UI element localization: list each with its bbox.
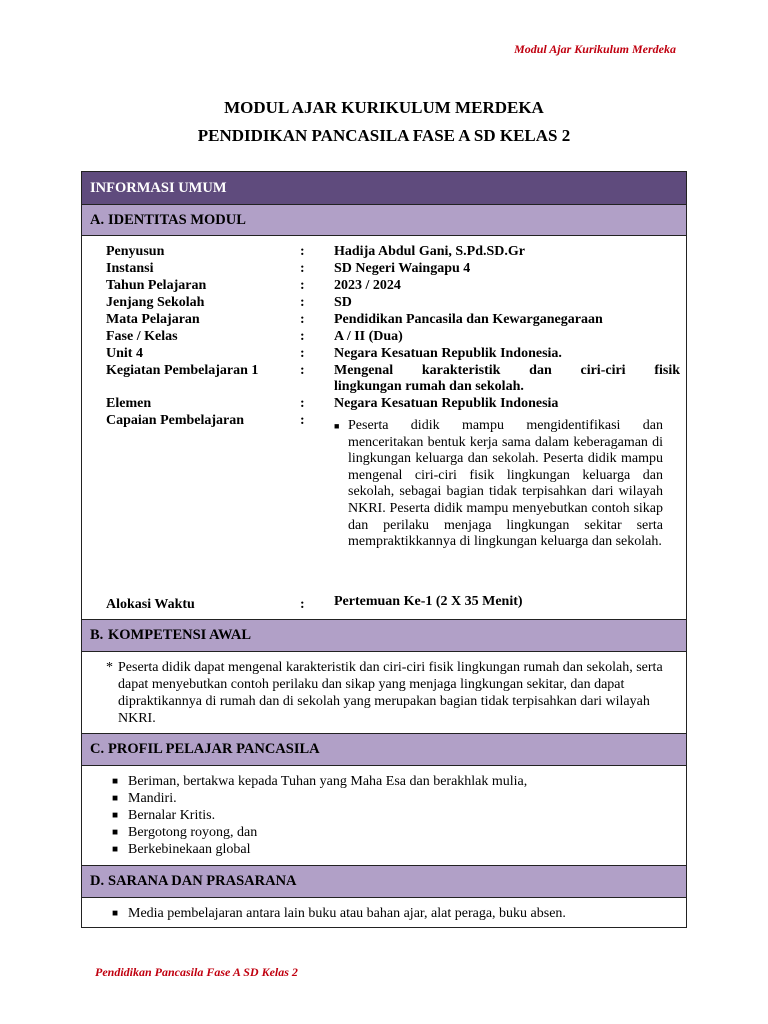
list-item — [106, 824, 527, 841]
title-line-1: MODUL AJAR KURIKULUM MERDEKA — [224, 98, 544, 117]
section-label: SARANA DAN PRASARANA — [108, 873, 297, 889]
section-sarana-prasarana — [82, 865, 686, 898]
list-item-text: Bernalar Kritis. — [128, 808, 216, 823]
identity-colon: : — [300, 312, 305, 327]
identity-colon: : — [300, 346, 305, 361]
list-item-text: Mandiri. — [128, 791, 177, 806]
section-letter: C. — [90, 741, 105, 757]
square-bullet-icon: ■ — [112, 793, 119, 804]
capaian-pembelajaran-text — [334, 418, 663, 551]
identity-value: Negara Kesatuan Republik Indonesia. — [334, 346, 562, 361]
document-title — [0, 94, 768, 150]
identity-value-line-1: Mengenal karakteristik dan ciri-ciri fisik — [334, 363, 680, 378]
identity-colon: : — [300, 363, 305, 378]
square-bullet-icon: ■ — [112, 844, 119, 855]
square-bullet-icon: ■ — [112, 827, 119, 838]
kompetensi-awal-text — [106, 659, 666, 727]
identity-colon: : — [300, 278, 305, 293]
list-item — [106, 841, 527, 858]
asterisk-marker: * — [106, 660, 113, 675]
title-line-2: PENDIDIKAN PANCASILA FASE A SD KELAS 2 — [197, 126, 571, 145]
section-informasi-umum-label: INFORMASI UMUM — [90, 179, 227, 196]
square-bullet-icon: ■ — [112, 776, 119, 787]
identity-label: Jenjang Sekolah — [106, 295, 205, 310]
running-header: Modul Ajar Kurikulum Merdeka — [514, 42, 676, 56]
identity-value: Pendidikan Pancasila dan Kewarganegaraan — [334, 312, 603, 327]
capaian-pembelajaran-paragraph: Peserta didik mampu mengidentifikasi dan menceritakan bentuk kerja sama dalam keberagaman di lingkungan keluarga dan sekolah. Peserta didik mampu mengenal ciri-ciri fisik lingkungan keluarga dan sekolah, sebagai bagian tidak terpisahkan dari wilayah NKRI. Peserta didik mampu menyebutkan contoh sikap dan perilaku menjaga lingkungan sekitar serta mempraktikkannya di lingkungan keluarga dan sekolah. — [348, 418, 663, 550]
identity-value: SD Negeri Waingapu 4 — [334, 261, 471, 276]
sarana-list — [106, 905, 566, 922]
list-item — [106, 790, 527, 807]
list-item — [106, 905, 566, 922]
section-label: IDENTITAS MODUL — [108, 211, 246, 228]
list-item-text: Berkebinekaan global — [128, 842, 251, 857]
identity-label: Mata Pelajaran — [106, 312, 200, 327]
section-label: PROFIL PELAJAR PANCASILA — [108, 741, 320, 757]
kompetensi-awal-paragraph: Peserta didik dapat mengenal karakteristik dan ciri-ciri fisik lingkungan rumah dan sekolah, serta dapat menyebutkan contoh perilaku dan sikap yang menjaga lingkungan sekitar, dan dapat dipraktikannya di rumah dan di sekolah yang merupakan bagian tidak terpisahkan dari wilayah NKRI. — [118, 660, 663, 726]
identity-colon: : — [300, 261, 305, 276]
identity-label: Fase / Kelas — [106, 329, 178, 344]
section-label: KOMPETENSI AWAL — [108, 627, 252, 643]
identity-value: Hadija Abdul Gani, S.Pd.SD.Gr — [334, 244, 526, 259]
list-item — [106, 773, 527, 790]
square-bullet-icon: ■ — [334, 421, 340, 431]
identity-label: Kegiatan Pembelajaran 1 — [106, 363, 259, 378]
section-letter: D. — [90, 873, 105, 889]
identity-label: Penyusun — [106, 244, 165, 259]
identity-label: Alokasi Waktu — [106, 597, 195, 612]
list-item — [106, 807, 527, 824]
identity-label: Tahun Pelajaran — [106, 278, 207, 293]
identity-value: Pertemuan Ke-1 (2 X 35 Menit) — [334, 594, 523, 609]
identity-value: Negara Kesatuan Republik Indonesia — [334, 396, 559, 411]
square-bullet-icon: ■ — [112, 810, 119, 821]
identity-value: SD — [334, 295, 352, 310]
identity-label: Instansi — [106, 261, 154, 276]
section-letter: A. — [90, 211, 105, 228]
identity-value: 2023 / 2024 — [334, 278, 401, 293]
identity-colon: : — [300, 413, 305, 428]
list-item-text: Beriman, bertakwa kepada Tuhan yang Maha Esa dan berakhlak mulia, — [128, 774, 528, 789]
section-identitas-modul — [82, 205, 686, 236]
identity-label: Capaian Pembelajaran — [106, 413, 245, 428]
list-item-text: Media pembelajaran antara lain buku atau bahan ajar, alat peraga, buku absen. — [128, 906, 566, 921]
identity-colon: : — [300, 295, 305, 310]
identity-colon: : — [300, 396, 305, 411]
identity-label: Elemen — [106, 396, 152, 411]
running-footer: Pendidikan Pancasila Fase A SD Kelas 2 — [95, 965, 298, 979]
identity-colon: : — [300, 244, 305, 259]
identity-value: A / II (Dua) — [334, 329, 403, 344]
list-item-text: Bergotong royong, dan — [128, 825, 258, 840]
identity-value-line-2: lingkungan rumah dan sekolah. — [334, 379, 524, 394]
identity-label: Unit 4 — [106, 346, 143, 361]
section-kompetensi-awal — [82, 619, 686, 652]
identity-colon: : — [300, 597, 305, 612]
square-bullet-icon: ■ — [112, 908, 119, 919]
section-profil-pelajar — [82, 733, 686, 766]
profil-list — [106, 773, 527, 858]
identity-colon: : — [300, 329, 305, 344]
section-informasi-umum — [82, 172, 686, 205]
section-letter: B. — [90, 627, 104, 643]
